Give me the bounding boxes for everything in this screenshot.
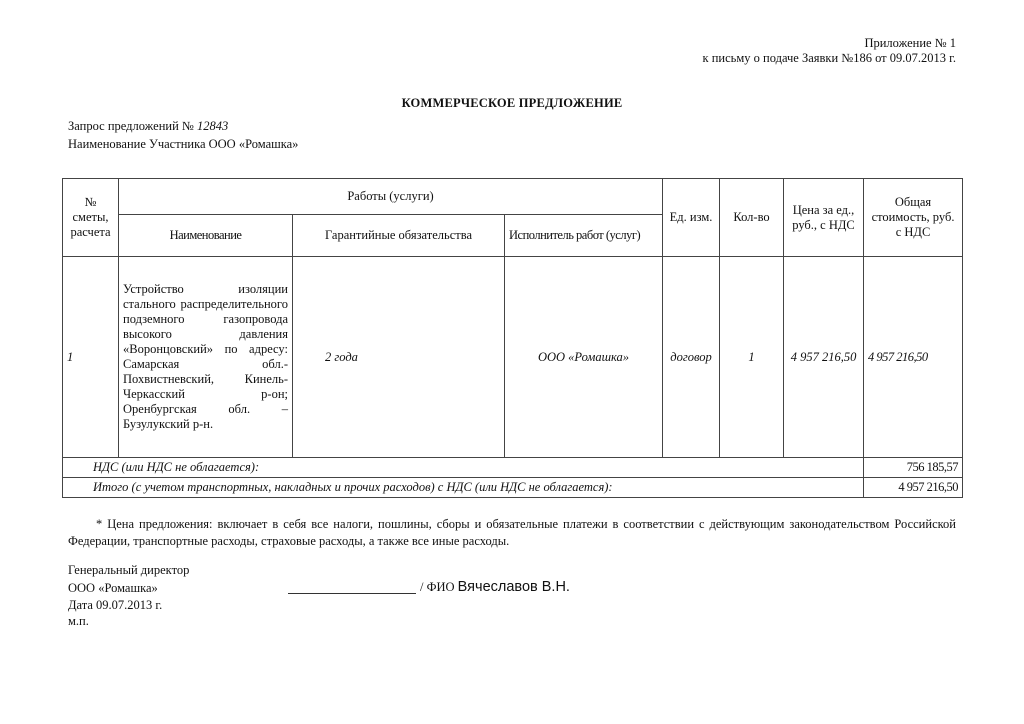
- total-value: 4 957 216,50: [864, 478, 963, 498]
- header-total: Общая стоимость, руб. с НДС: [864, 179, 963, 257]
- row-name: Устройство изоляции стального распределительного подземного газопровода высокого давления «Воронцовский» по адресу: Самарская обл.- Похвистневский, Кинель-Черкасский р-он; Оренбургская обл. – Бузулукский р-н.: [119, 257, 293, 458]
- offer-table: [62, 178, 963, 498]
- table-header-row-1: [63, 179, 963, 215]
- signer-company: ООО «Ромашка»: [68, 581, 158, 595]
- vat-value: 756 185,57: [864, 458, 963, 478]
- request-number: 12843: [196, 119, 229, 133]
- fio-name: Вячеславов В.Н.: [457, 579, 570, 595]
- header-executor: Исполнитель работ (услуг): [505, 215, 663, 257]
- stamp-place: м.п.: [68, 614, 89, 628]
- participant-line: Наименование Участника ООО «Ромашка»: [68, 137, 299, 151]
- fio-line: [420, 579, 570, 595]
- signature-line: [288, 592, 416, 594]
- request-label: Запрос предложений №: [68, 119, 194, 133]
- vat-row: [63, 458, 963, 478]
- signer-position: Генеральный директор: [68, 563, 190, 577]
- header-works: Работы (услуги): [119, 179, 663, 215]
- header-number: № сметы, расчета: [63, 179, 119, 257]
- row-executor: ООО «Ромашка»: [505, 257, 663, 458]
- header-unit: Ед. изм.: [663, 179, 720, 257]
- header-warranty: Гарантийные обязательства: [293, 215, 505, 257]
- header-quantity: Кол-во: [720, 179, 784, 257]
- fio-prefix: / ФИО: [420, 580, 455, 594]
- row-total: 4 957 216,50: [864, 257, 963, 458]
- total-row: [63, 478, 963, 498]
- vat-label: НДС (или НДС не облагается):: [63, 458, 864, 478]
- row-warranty: 2 года: [293, 257, 505, 458]
- document-title: КОММЕРЧЕСКОЕ ПРЕДЛОЖЕНИЕ: [401, 96, 623, 110]
- total-label: Итого (с учетом транспортных, накладных и прочих расходов) с НДС (или НДС не облагается):: [63, 478, 864, 498]
- header-price: Цена за ед., руб., с НДС: [784, 179, 864, 257]
- letter-reference: к письму о подаче Заявки №186 от 09.07.2013 г.: [702, 51, 956, 65]
- price-note: * Цена предложения: включает в себя все налоги, пошлины, сборы и обязательные платежи в соответствии с действующим законодательством Российской Федерации, транспортные расходы, страховые расходы, а также все иные расходы.: [68, 517, 956, 548]
- appendix-label: Приложение № 1: [864, 36, 956, 50]
- row-quantity: 1: [720, 257, 784, 458]
- header-name: Наименование: [119, 215, 293, 257]
- table-row: [63, 257, 963, 458]
- signature-date: Дата 09.07.2013 г.: [68, 598, 163, 612]
- request-line: [68, 119, 228, 134]
- row-unit: договор: [663, 257, 720, 458]
- row-price: 4 957 216,50: [784, 257, 864, 458]
- row-number: 1: [63, 257, 119, 458]
